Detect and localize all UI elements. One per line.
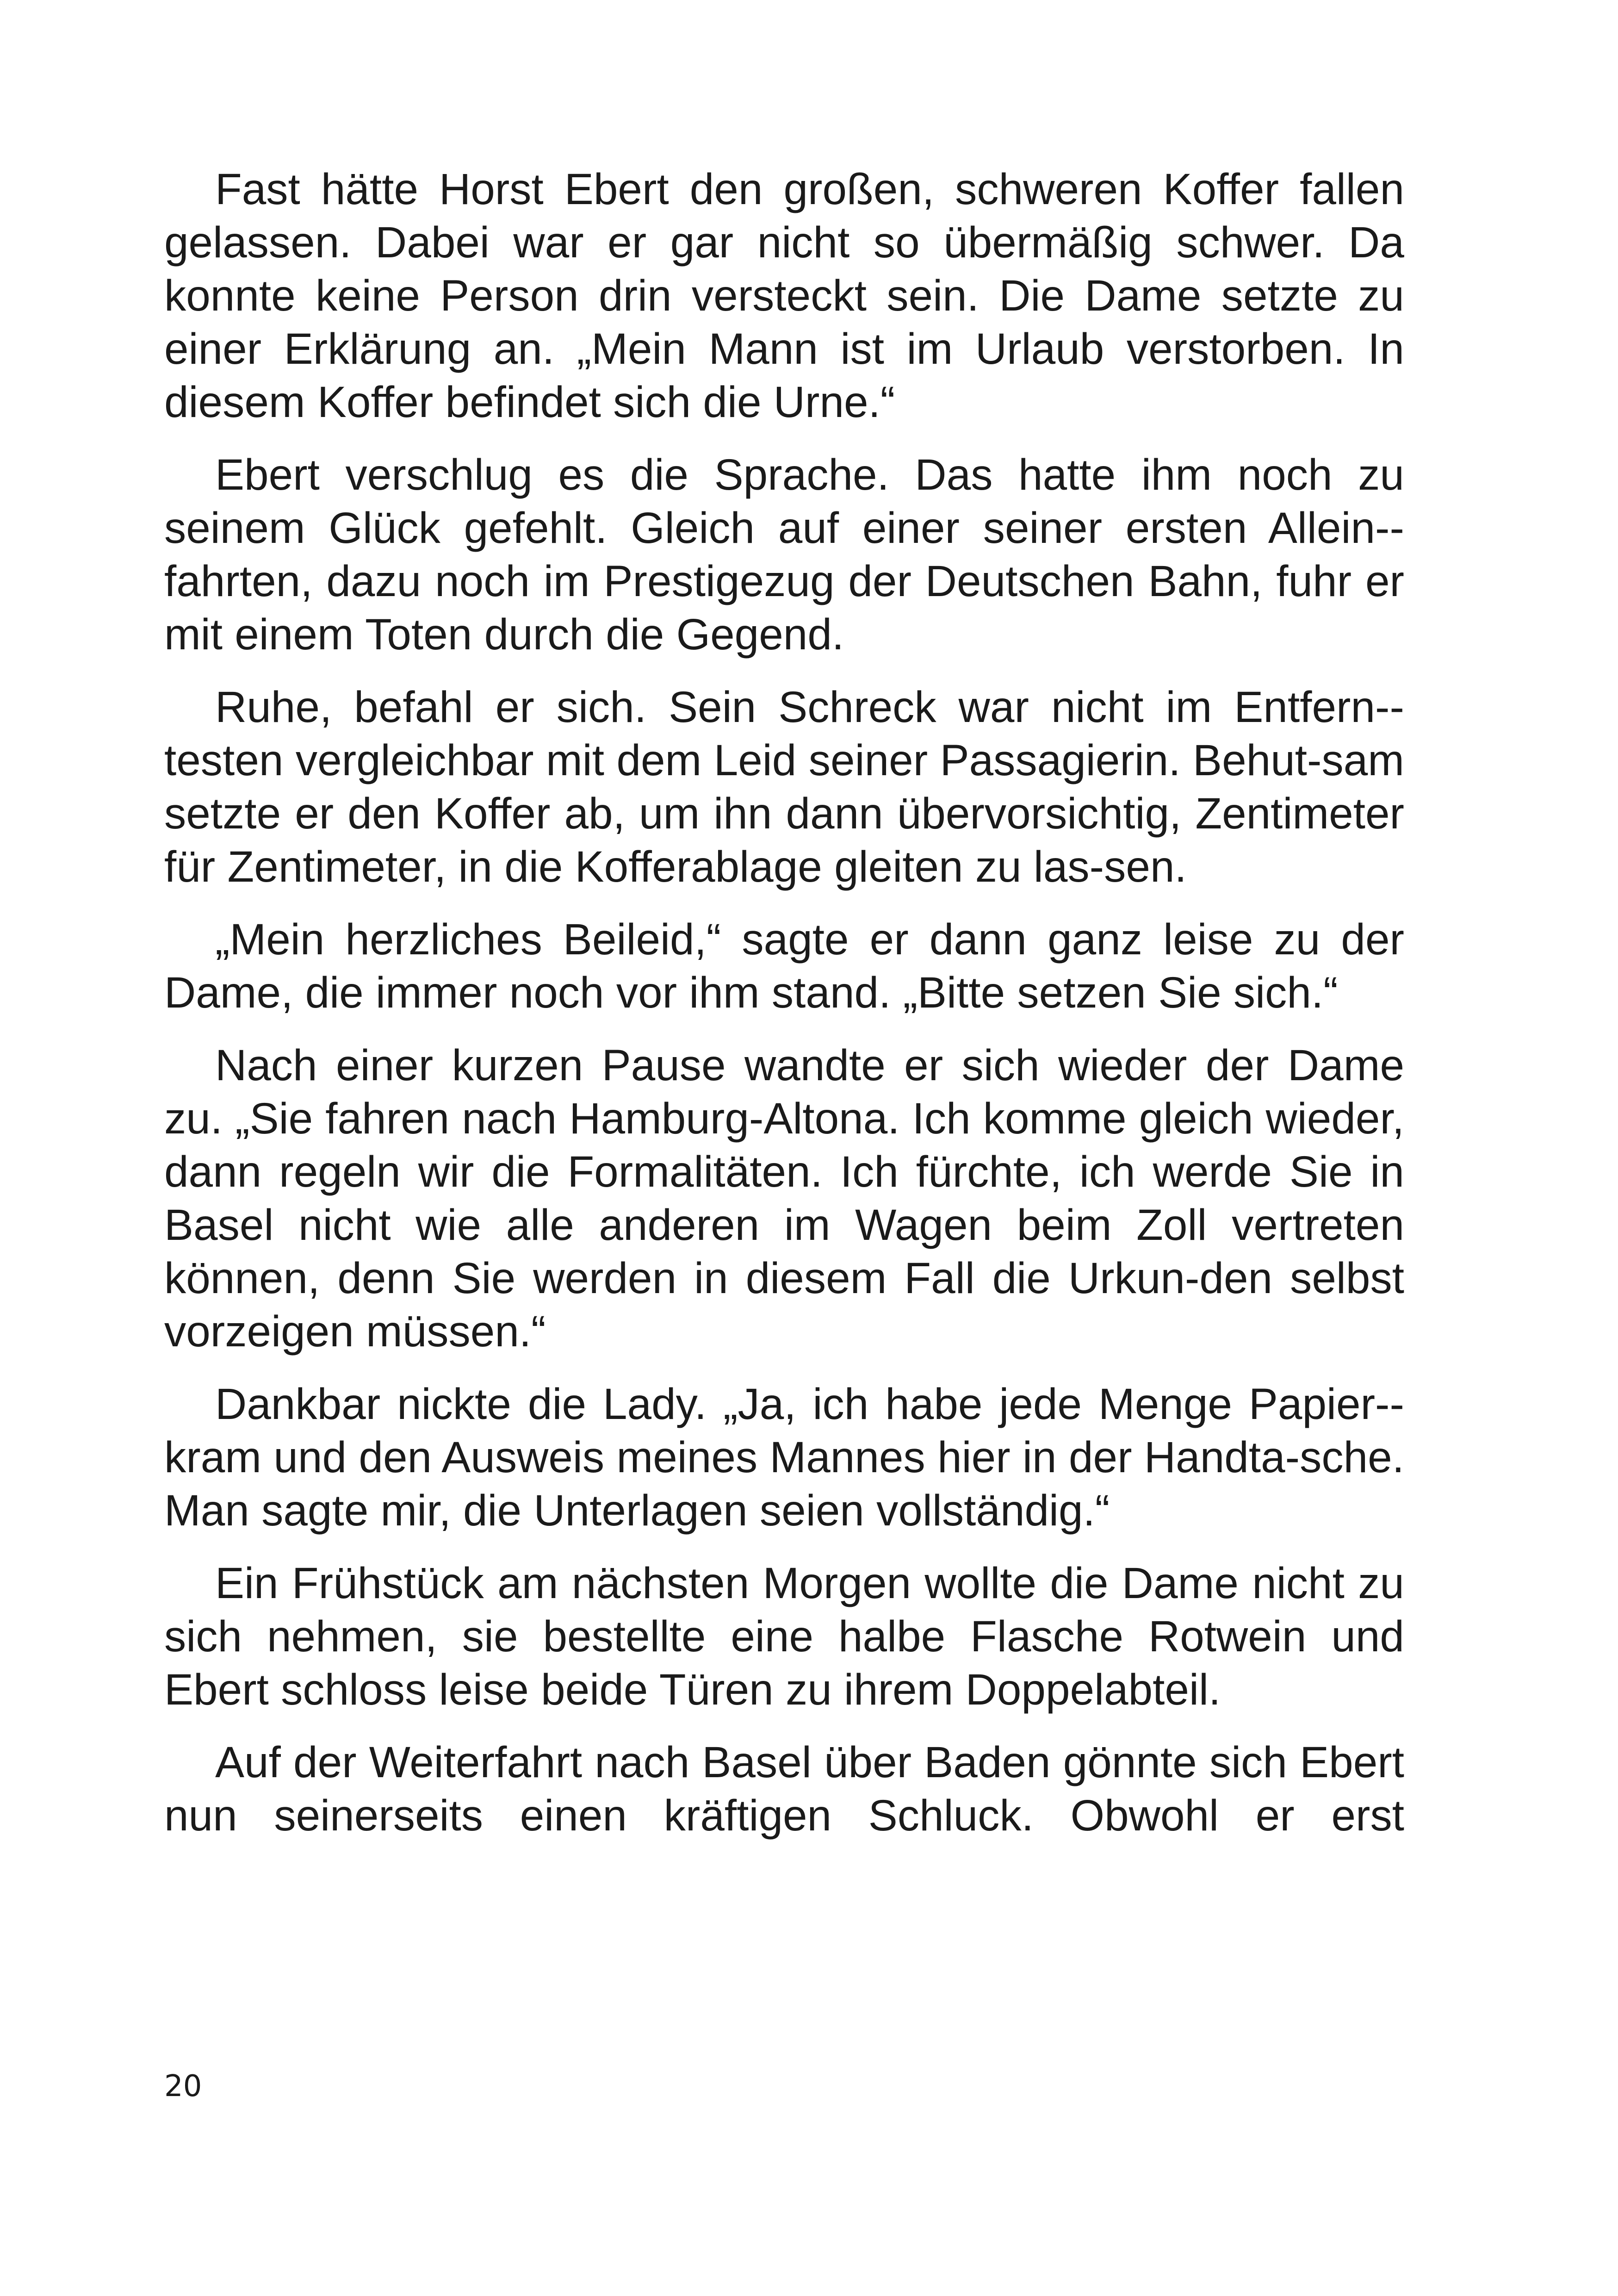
paragraph-3: Ruhe, befahl er sich. Sein Schreck war nicht im Entfern-testen vergleichbar mit dem Leid seiner Passagierin. Behut-sam setzte er den Koffer ab, um ihn dann übervorsichtig, Zentimeter für Zentimeter, in die Kofferablage gleiten zu las-sen. bbox=[164, 683, 1404, 891]
paragraph-1: Fast hätte Horst Ebert den großen, schweren Koffer fallen gelassen. Dabei war er gar nicht so übermäßig schwer. Da konnte keine Person drin versteckt sein. Die Dame setzte zu einer Erklärung an. „Mein Mann ist im Urlaub verstorben. In diesem Koffer befindet sich die Urne.“ bbox=[164, 165, 1404, 427]
page-number: 20 bbox=[164, 2069, 202, 2103]
paragraph-8: Auf der Weiterfahrt nach Basel über Baden gönnte sich Ebert nun seinerseits einen kräftigen Schluck. Obwohl er erst bbox=[164, 1738, 1404, 1840]
body-text bbox=[164, 163, 1404, 1862]
paragraph-4: „Mein herzliches Beileid,“ sagte er dann ganz leise zu der Dame, die immer noch vor ihm stand. „Bitte setzen Sie sich.“ bbox=[164, 915, 1404, 1017]
paragraph-5: Nach einer kurzen Pause wandte er sich wieder der Dame zu. „Sie fahren nach Hamburg-Altona. Ich komme gleich wieder, dann regeln wir die Formalitäten. Ich fürchte, ich werde Sie in Basel nicht wie alle anderen im Wagen beim Zoll vertreten können, denn Sie werden in diesem Fall die Urkun-den selbst vorzeigen müssen.“ bbox=[164, 1041, 1404, 1356]
paragraph-6: Dankbar nickte die Lady. „Ja, ich habe jede Menge Papier-kram und den Ausweis meines Mannes hier in der Handta-sche. Man sagte mir, die Unterlagen seien vollständig.“ bbox=[164, 1380, 1404, 1535]
paragraph-2: Ebert verschlug es die Sprache. Das hatte ihm noch zu seinem Glück gefehlt. Gleich auf einer seiner ersten Allein-fahrten, dazu noch im Prestigezug der Deutschen Bahn, fuhr er mit einem Toten durch die Gegend. bbox=[164, 450, 1404, 659]
paragraph-7: Ein Frühstück am nächsten Morgen wollte die Dame nicht zu sich nehmen, sie bestellte eine halbe Flasche Rotwein und Ebert schloss leise beide Türen zu ihrem Doppelabteil. bbox=[164, 1559, 1404, 1714]
